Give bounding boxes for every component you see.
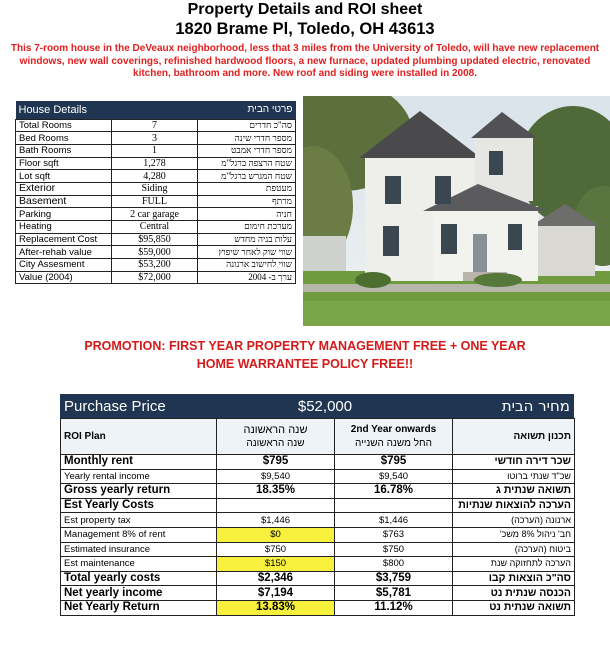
roi-first-year-value: 13.83% <box>217 600 335 615</box>
second-year-header <box>335 419 453 455</box>
first-year-header-line1: שנה הראשונה <box>243 423 308 436</box>
house-detail-label: Replacement Cost <box>16 233 112 246</box>
roi-row-label: Est maintenance <box>61 557 217 572</box>
roi-row <box>61 455 575 470</box>
house-detail-hebrew: עלות בניה מחדש <box>198 233 296 246</box>
house-detail-row <box>16 271 296 284</box>
roi-second-year-value: $1,446 <box>335 513 453 528</box>
house-detail-label: Exterior <box>16 182 112 195</box>
roi-section <box>60 394 574 616</box>
roi-second-year-value: $763 <box>335 527 453 542</box>
house-detail-label: Heating <box>16 221 112 234</box>
property-address: 1820 Brame Pl, Toledo, OH 43613 <box>175 20 435 38</box>
house-detail-row <box>16 170 296 183</box>
house-details-title-hebrew: פרטי הבית <box>198 101 296 119</box>
house-detail-hebrew: מספר חדרי שינה <box>198 132 296 145</box>
house-detail-hebrew: שווי שוק לאחר שיפוץ <box>198 246 296 259</box>
second-year-header-en: 2nd Year onwards <box>350 423 437 435</box>
roi-row-hebrew: הכנסה שנתית נט <box>453 586 575 601</box>
roi-row-label: Est Yearly Costs <box>61 498 217 513</box>
roi-row-label: Management 8% of rent <box>61 527 217 542</box>
document-title: Property Details and ROI sheet <box>187 1 423 18</box>
house-detail-value: 4,280 <box>112 170 198 183</box>
house-detail-value: $59,000 <box>112 246 198 259</box>
house-details-title: House Details <box>16 101 112 119</box>
promotion-line-2: HOME WARRANTEE POLICY FREE!! <box>196 357 414 371</box>
property-description: This 7-room house in the DeVeaux neighborhood, less that 3 miles from the University of Toledo, will have new replacement windows, new wall coverings, refinished hardwood floors, a new furnace, updated plumbing updated electric, renovated kitchen, bathroom and more. New roof and siding were installed in 2008. <box>10 43 600 79</box>
roi-first-year-value: $7,194 <box>217 586 335 601</box>
roi-row-label: Est property tax <box>61 513 217 528</box>
roi-plan-header: ROI Plan <box>61 419 217 455</box>
roi-first-year-value: $2,346 <box>217 571 335 586</box>
roi-row <box>61 586 575 601</box>
house-detail-value: FULL <box>112 195 198 208</box>
roi-row <box>61 513 575 528</box>
roi-first-year-value: $9,540 <box>217 469 335 484</box>
roi-first-year-value: $750 <box>217 542 335 557</box>
house-detail-hebrew: מספר חדרי אמבט <box>198 144 296 157</box>
roi-row-hebrew: הערכה לתחזוקה שנת <box>453 557 575 572</box>
roi-row <box>61 498 575 513</box>
house-detail-value: $72,000 <box>112 271 198 284</box>
purchase-price-value: $52,000 <box>297 397 353 415</box>
purchase-price-label-hebrew: מחיר הבית <box>501 397 570 415</box>
second-year-header-he: החל משנה השנייה <box>355 437 432 449</box>
house-detail-hebrew: חניה <box>198 208 296 221</box>
roi-second-year-value: $9,540 <box>335 469 453 484</box>
purchase-price-bar <box>60 394 574 418</box>
house-detail-row <box>16 119 296 132</box>
house-detail-label: Lot sqft <box>16 170 112 183</box>
house-details-table <box>15 101 296 284</box>
roi-row-hebrew: תשואה שנתית נט <box>453 600 575 615</box>
house-detail-value: 3 <box>112 132 198 145</box>
roi-row-label: Gross yearly return <box>61 484 217 499</box>
house-detail-value: Siding <box>112 182 198 195</box>
roi-row-hebrew: שכ"ד שנתי ברוטו <box>453 469 575 484</box>
house-detail-value: 1,278 <box>112 157 198 170</box>
house-detail-row <box>16 182 296 195</box>
roi-second-year-value: $3,759 <box>335 571 453 586</box>
roi-second-year-value: 11.12% <box>335 600 453 615</box>
house-detail-hebrew: מרתף <box>198 195 296 208</box>
house-detail-row <box>16 208 296 221</box>
roi-table <box>60 418 575 616</box>
roi-row-label: Net Yearly Return <box>61 600 217 615</box>
roi-row <box>61 469 575 484</box>
house-photo-image <box>303 96 610 326</box>
roi-first-year-value: $0 <box>217 527 335 542</box>
roi-first-year-value: $795 <box>217 455 335 470</box>
house-detail-value: 2 car garage <box>112 208 198 221</box>
house-detail-row <box>16 246 296 259</box>
roi-second-year-value <box>335 498 453 513</box>
purchase-price-label: Purchase Price <box>64 397 166 415</box>
house-detail-label: Floor sqft <box>16 157 112 170</box>
house-detail-hebrew: מעטפת <box>198 182 296 195</box>
roi-second-year-value: $795 <box>335 455 453 470</box>
roi-row-label: Total yearly costs <box>61 571 217 586</box>
house-detail-value: $53,200 <box>112 259 198 272</box>
roi-row-hebrew: הערכה להוצאות שנתיות <box>453 498 575 513</box>
house-detail-label: Bed Rooms <box>16 132 112 145</box>
roi-row-label: Estimated insurance <box>61 542 217 557</box>
roi-row <box>61 484 575 499</box>
roi-row-label: Net yearly income <box>61 586 217 601</box>
roi-row-hebrew: חב' ניהול 8% משכ' <box>453 527 575 542</box>
first-year-header <box>217 419 335 455</box>
house-detail-value: $95,850 <box>112 233 198 246</box>
house-detail-hebrew: ערך ב- 2004 <box>198 271 296 284</box>
roi-row <box>61 557 575 572</box>
roi-first-year-value <box>217 498 335 513</box>
house-detail-row <box>16 221 296 234</box>
roi-row-hebrew: שכר דירה חודשי <box>453 455 575 470</box>
roi-first-year-value: $1,446 <box>217 513 335 528</box>
roi-second-year-value: $800 <box>335 557 453 572</box>
roi-second-year-value: 16.78% <box>335 484 453 499</box>
roi-row-label: Yearly rental income <box>61 469 217 484</box>
house-detail-hebrew: שטח הרצפה ברגל"מ <box>198 157 296 170</box>
roi-row-hebrew: ביטוח (הערכה) <box>453 542 575 557</box>
promotion-banner <box>0 337 610 373</box>
roi-plan-header-hebrew: תכנון תשואה <box>453 419 575 455</box>
house-detail-label: Bath Rooms <box>16 144 112 157</box>
house-detail-label: After-rehab value <box>16 246 112 259</box>
first-year-header-line2: שנה הראשונה <box>246 437 305 449</box>
house-detail-label: Total Rooms <box>16 119 112 132</box>
house-detail-row <box>16 233 296 246</box>
house-detail-label: Basement <box>16 195 112 208</box>
roi-first-year-value: 18.35% <box>217 484 335 499</box>
promotion-line-1: PROMOTION: FIRST YEAR PROPERTY MANAGEMENT FREE + ONE YEAR <box>84 339 526 353</box>
house-detail-row <box>16 195 296 208</box>
roi-first-year-value: $150 <box>217 557 335 572</box>
house-detail-value: Central <box>112 221 198 234</box>
house-photo <box>303 96 610 326</box>
house-detail-row <box>16 132 296 145</box>
house-detail-hebrew: סה"כ חדרים <box>198 119 296 132</box>
house-detail-label: Value (2004) <box>16 271 112 284</box>
roi-row-label: Monthly rent <box>61 455 217 470</box>
house-detail-row <box>16 259 296 272</box>
house-detail-value: 7 <box>112 119 198 132</box>
roi-row-hebrew: ארנונה (הערכה) <box>453 513 575 528</box>
roi-row <box>61 542 575 557</box>
house-detail-label: City Assesment <box>16 259 112 272</box>
house-detail-hebrew: שטח המגרש ברגל"מ <box>198 170 296 183</box>
house-detail-value: 1 <box>112 144 198 157</box>
roi-header-row <box>61 419 575 455</box>
house-detail-row <box>16 157 296 170</box>
roi-row-hebrew: סה"כ הוצאות קבו <box>453 571 575 586</box>
house-detail-hebrew: שווי לחישוב ארנונה <box>198 259 296 272</box>
roi-row <box>61 600 575 615</box>
roi-row <box>61 527 575 542</box>
house-detail-hebrew: מערכת חימום <box>198 221 296 234</box>
roi-row-hebrew: תשואה שנתית ג <box>453 484 575 499</box>
roi-second-year-value: $750 <box>335 542 453 557</box>
roi-row <box>61 571 575 586</box>
house-detail-row <box>16 144 296 157</box>
house-detail-label: Parking <box>16 208 112 221</box>
roi-second-year-value: $5,781 <box>335 586 453 601</box>
